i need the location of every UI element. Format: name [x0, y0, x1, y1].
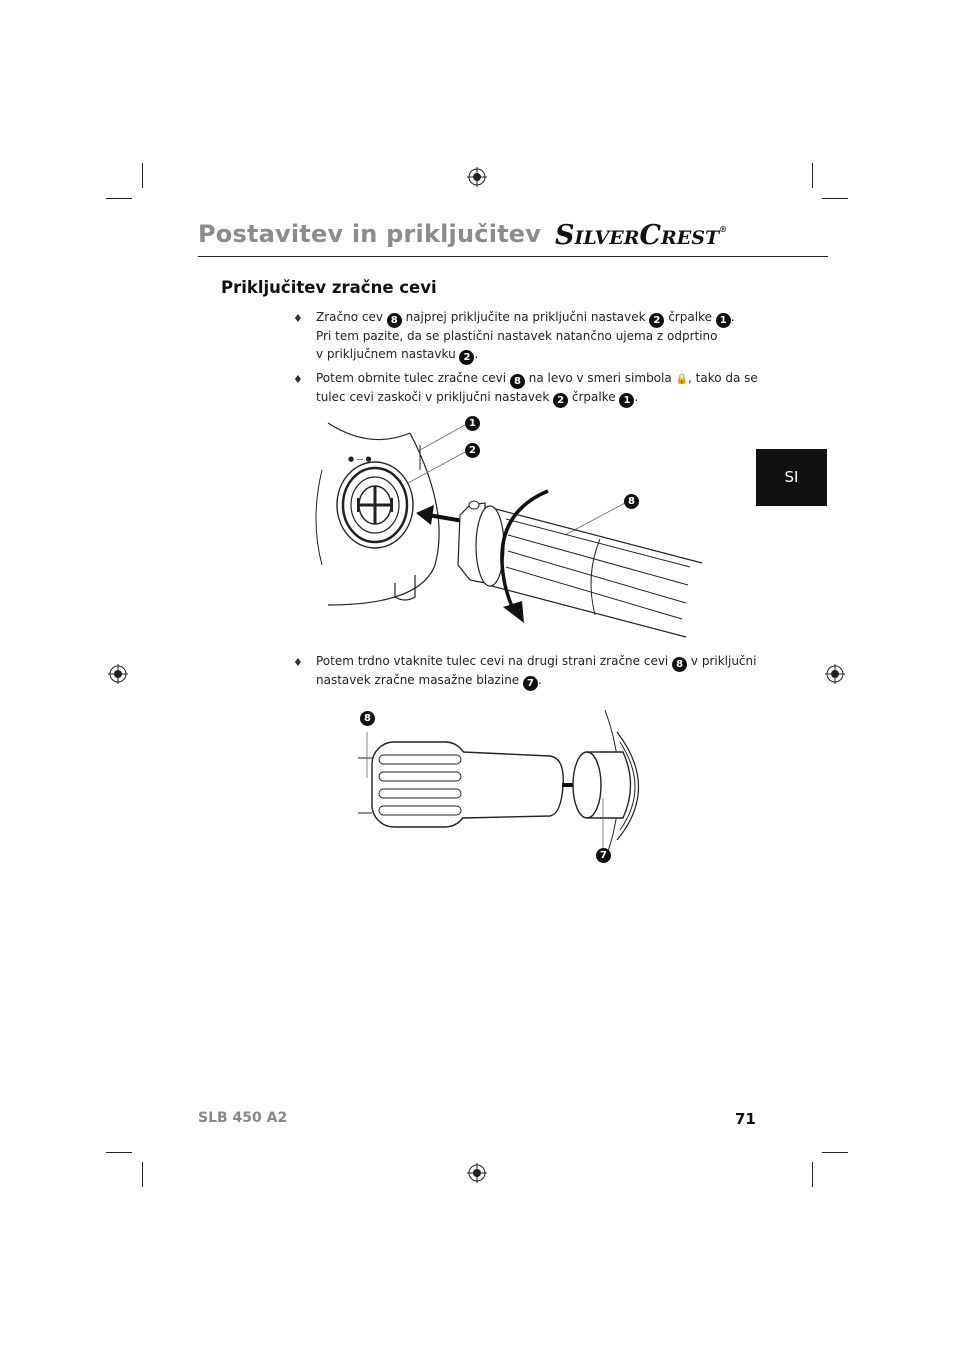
- header-rule: [198, 256, 828, 257]
- callout-number: 8: [387, 313, 402, 328]
- figure-hose-to-pad: [355, 710, 665, 870]
- crop-mark: [812, 1162, 813, 1187]
- callout-number: 2: [649, 313, 664, 328]
- registration-target-icon: [467, 1163, 487, 1183]
- registration-target-icon: [108, 664, 128, 684]
- figure-label: 7: [596, 848, 611, 863]
- crop-mark: [822, 1152, 848, 1153]
- language-tab: SI: [756, 449, 827, 506]
- crop-mark: [106, 1152, 132, 1153]
- registration-target-icon: [467, 167, 487, 187]
- callout-number: 2: [553, 393, 568, 408]
- crop-mark: [142, 163, 143, 188]
- registration-target-icon: [825, 664, 845, 684]
- instruction-paragraph: Potem trdno vtaknite tulec cevi na drugi strani zračne cevi 8 v priključni nastavek zračne masažne blazine 7 .: [316, 654, 757, 689]
- figure-label: 2: [465, 443, 480, 458]
- figure-pump-hose-connection: [310, 415, 710, 650]
- callout-number: 7: [523, 676, 538, 691]
- page-title: Postavitev in priključitev: [198, 220, 542, 248]
- figure-label: 8: [624, 494, 639, 509]
- crop-mark: [822, 198, 848, 199]
- crop-mark: [142, 1162, 143, 1187]
- model-number: SLB 450 A2: [198, 1110, 288, 1126]
- bullet-marker: ♦: [293, 312, 303, 325]
- callout-number: 2: [459, 350, 474, 365]
- figure-label: 1: [465, 416, 480, 431]
- callout-number: 1: [716, 313, 731, 328]
- section-heading: Priključitev zračne cevi: [221, 278, 437, 297]
- bullet-marker: ♦: [293, 656, 303, 669]
- svg-text:● — ●: ● — ●: [348, 455, 372, 463]
- lock-icon: 🔒: [675, 374, 688, 385]
- callout-number: 1: [619, 393, 634, 408]
- crop-mark: [812, 163, 813, 188]
- crop-mark: [106, 198, 132, 199]
- brand-logo: SILVERCREST®: [555, 220, 728, 251]
- figure-label: 8: [360, 711, 375, 726]
- page-number: 71: [735, 1110, 756, 1128]
- callout-number: 8: [510, 374, 525, 389]
- bullet-marker: ♦: [293, 373, 303, 386]
- instruction-paragraph: Zračno cev 8 najprej priključite na priključni nastavek 2 črpalke 1 . Pri tem pazite, da se plastični nastavek natančno ujema z odprtino v priključnem nastavku 2 .: [316, 310, 735, 363]
- instruction-paragraph: Potem obrnite tulec zračne cevi 8 na levo v smeri simbola 🔒, tako da se tulec cevi zaskoči v priključni nastavek 2 črpalke 1 .: [316, 371, 758, 406]
- callout-number: 8: [672, 657, 687, 672]
